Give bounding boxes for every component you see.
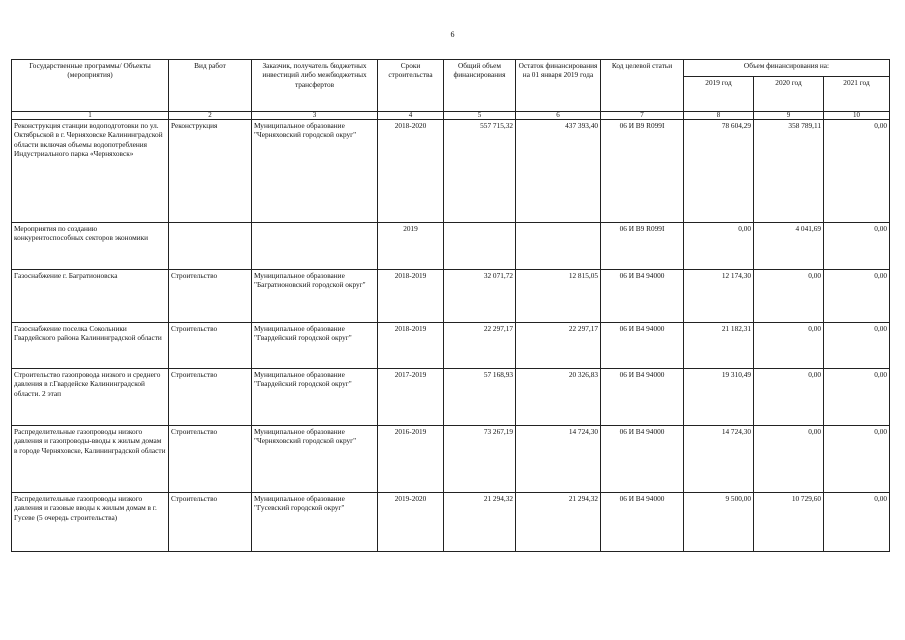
table-row	[12, 323, 890, 369]
header-financing-group: Объем финансирования на:	[684, 60, 890, 77]
financing-remainder: 20 326,83	[516, 369, 601, 426]
financing-2019: 78 604,29	[684, 120, 754, 223]
financing-2021: 0,00	[824, 369, 890, 426]
financing-2020: 10 729,60	[754, 493, 824, 552]
financing-remainder: 14 724,30	[516, 426, 601, 493]
header-customer: Заказчик, получатель бюджетных инвестиций либо межбюджетных трансфертов	[252, 60, 378, 112]
table-row	[12, 223, 890, 270]
object-name: Газоснабжение поселка Сокольники Гвардейского района Калининградской области	[12, 323, 169, 369]
total-financing: 32 071,72	[444, 270, 516, 323]
total-financing: 557 715,32	[444, 120, 516, 223]
financing-2021: 0,00	[824, 493, 890, 552]
column-number: 4	[378, 112, 444, 120]
table-row	[12, 270, 890, 323]
financing-2019: 19 310,49	[684, 369, 754, 426]
header-year-2021: 2021 год	[824, 77, 890, 112]
column-number: 5	[444, 112, 516, 120]
construction-period: 2017-2019	[378, 369, 444, 426]
financing-2021: 0,00	[824, 323, 890, 369]
work-type: Реконструкция	[169, 120, 252, 223]
object-name: Распределительные газопроводы низкого давления и газовые вводы к жилым домам в г. Гусеве (5 очередь строительства)	[12, 493, 169, 552]
target-article-code: 06 И В4 94000	[601, 323, 684, 369]
header-year-2020: 2020 год	[754, 77, 824, 112]
page-number: 6	[450, 30, 455, 39]
financing-2019: 12 174,30	[684, 270, 754, 323]
work-type: Строительство	[169, 426, 252, 493]
financing-2019: 21 182,31	[684, 323, 754, 369]
financing-table	[11, 59, 890, 552]
construction-period: 2018-2019	[378, 323, 444, 369]
financing-2021: 0,00	[824, 426, 890, 493]
header-objects: Государственные программы/ Объекты (мероприятия)	[12, 60, 169, 112]
work-type: Строительство	[169, 323, 252, 369]
construction-period: 2019-2020	[378, 493, 444, 552]
customer: Муниципальное образование "Гвардейский городской округ"	[252, 323, 378, 369]
table-row	[12, 120, 890, 223]
financing-2020: 0,00	[754, 369, 824, 426]
target-article-code: 06 И В4 94000	[601, 369, 684, 426]
target-article-code: 06 И В9 R099I	[601, 223, 684, 270]
table-row	[12, 426, 890, 493]
total-financing: 73 267,19	[444, 426, 516, 493]
column-number: 7	[601, 112, 684, 120]
financing-2021: 0,00	[824, 120, 890, 223]
target-article-code: 06 И В4 94000	[601, 426, 684, 493]
financing-2020: 0,00	[754, 270, 824, 323]
financing-2021: 0,00	[824, 223, 890, 270]
financing-remainder: 22 297,17	[516, 323, 601, 369]
financing-2020: 0,00	[754, 426, 824, 493]
customer: Муниципальное образование "Гусевский городской округ"	[252, 493, 378, 552]
column-number: 10	[824, 112, 890, 120]
object-name: Распределительные газопроводы низкого давления и газопроводы-вводы к жилым домам в городе Черняховске, Калининградской области	[12, 426, 169, 493]
work-type: Строительство	[169, 270, 252, 323]
financing-remainder: 21 294,32	[516, 493, 601, 552]
column-number: 2	[169, 112, 252, 120]
financing-2020: 4 041,69	[754, 223, 824, 270]
header-year-2019: 2019 год	[684, 77, 754, 112]
work-type: Строительство	[169, 369, 252, 426]
construction-period: 2018-2019	[378, 270, 444, 323]
total-financing: 57 168,93	[444, 369, 516, 426]
financing-2020: 0,00	[754, 323, 824, 369]
column-number: 9	[754, 112, 824, 120]
construction-period: 2016-2019	[378, 426, 444, 493]
financing-2021: 0,00	[824, 270, 890, 323]
financing-2019: 9 500,00	[684, 493, 754, 552]
header-total: Общий объем финансирования	[444, 60, 516, 112]
customer: Муниципальное образование "Черняховский городской округ"	[252, 120, 378, 223]
column-number: 3	[252, 112, 378, 120]
financing-remainder: 12 815,05	[516, 270, 601, 323]
financing-remainder: 437 393,40	[516, 120, 601, 223]
customer: Муниципальное образование "Багратионовский городской округ"	[252, 270, 378, 323]
total-financing: 21 294,32	[444, 493, 516, 552]
customer: Муниципальное образование "Черняховский городской округ"	[252, 426, 378, 493]
header-row	[12, 60, 890, 77]
financing-2020: 358 789,11	[754, 120, 824, 223]
work-type: Строительство	[169, 493, 252, 552]
total-financing: 22 297,17	[444, 323, 516, 369]
object-name: Газоснабжение г. Багратионовска	[12, 270, 169, 323]
construction-period: 2019	[378, 223, 444, 270]
financing-2019: 14 724,30	[684, 426, 754, 493]
column-number: 6	[516, 112, 601, 120]
column-number: 8	[684, 112, 754, 120]
object-name: Мероприятия по созданию конкурентоспособных секторов экономики	[12, 223, 169, 270]
customer: Муниципальное образование "Гвардейский городской округ"	[252, 369, 378, 426]
total-financing	[444, 223, 516, 270]
financing-remainder	[516, 223, 601, 270]
header-period: Сроки строительства	[378, 60, 444, 112]
construction-period: 2018-2020	[378, 120, 444, 223]
column-number: 1	[12, 112, 169, 120]
financing-2019: 0,00	[684, 223, 754, 270]
header-code: Код целевой статьи	[601, 60, 684, 112]
header-work-type: Вид работ	[169, 60, 252, 112]
work-type	[169, 223, 252, 270]
object-name: Реконструкция станции водоподготовки по ул. Октябрьской в г. Черняховске Калининградской области включая объемы водопотребления Индустриального парка «Черняховск»	[12, 120, 169, 223]
object-name: Строительство газопровода низкого и среднего давления в г.Гвардейске Калининградской области. 2 этап	[12, 369, 169, 426]
target-article-code: 06 И В4 94000	[601, 270, 684, 323]
table-row	[12, 493, 890, 552]
header-remainder: Остаток финансирования на 01 января 2019 года	[516, 60, 601, 112]
table-row	[12, 369, 890, 426]
target-article-code: 06 И В4 94000	[601, 493, 684, 552]
customer	[252, 223, 378, 270]
column-number-row	[12, 112, 890, 120]
target-article-code: 06 И В9 R099I	[601, 120, 684, 223]
